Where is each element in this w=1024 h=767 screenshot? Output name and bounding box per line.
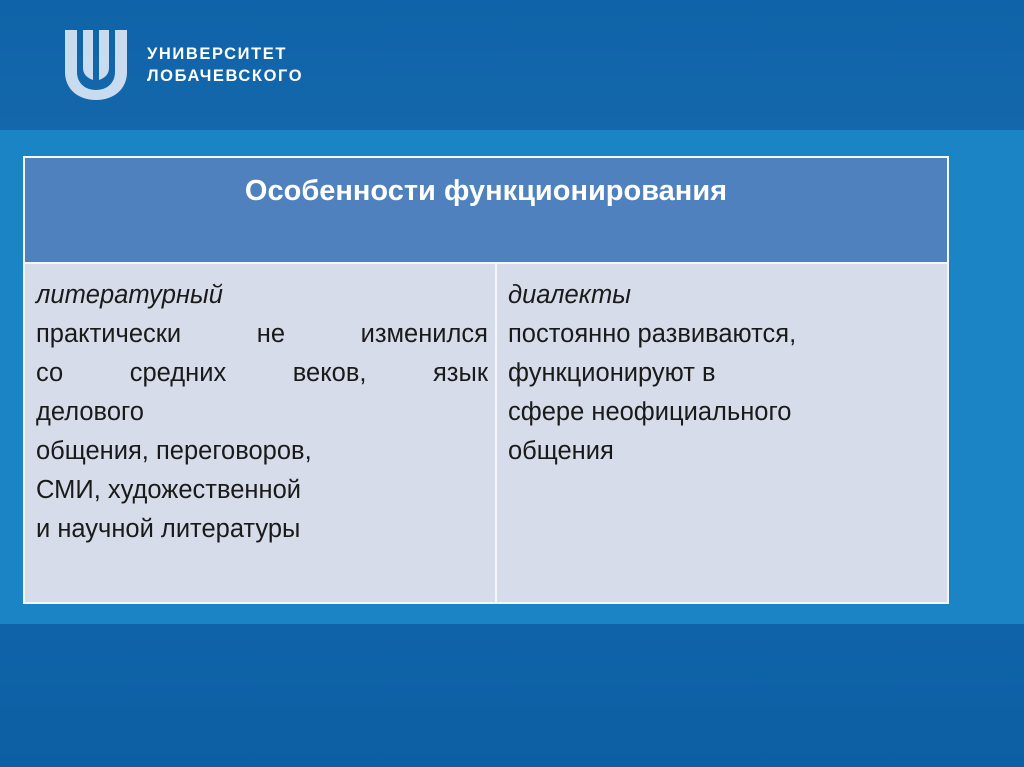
text-line [36, 354, 488, 393]
cell-heading: литературный [36, 281, 223, 309]
comparison-table [23, 156, 949, 604]
footer-band [0, 624, 1024, 767]
university-logo [63, 28, 313, 100]
text-line: постоянно развиваются, [508, 320, 797, 348]
text-line [36, 315, 488, 354]
text-line: делового [36, 398, 144, 426]
table-header [25, 158, 947, 264]
cell-heading: диалекты [508, 281, 632, 309]
word: средних [129, 359, 227, 387]
word: практически [36, 320, 182, 348]
text-line: общения, переговоров, [36, 437, 312, 465]
text-line: СМИ, художественной [36, 476, 301, 504]
cell-literary [36, 276, 488, 549]
text-line: сфере неофициального [508, 398, 792, 426]
logo-line-2: ЛОБАЧЕВСКОГО [147, 67, 304, 85]
word: язык [432, 359, 488, 387]
university-u-mark-icon [63, 28, 129, 100]
cell-dialects [508, 276, 928, 471]
text-line: функционируют в [508, 359, 716, 387]
text-line: и научной литературы [36, 515, 301, 543]
text-line: общения [508, 437, 614, 465]
word: веков, [292, 359, 367, 387]
word: со [36, 359, 64, 387]
table-title: Особенности функционирования [244, 175, 728, 207]
logo-line-1: УНИВЕРСИТЕТ [147, 45, 288, 63]
column-divider [495, 264, 497, 602]
word: изменился [360, 320, 488, 348]
logo-wordmark [147, 43, 303, 87]
word: не [256, 320, 285, 348]
